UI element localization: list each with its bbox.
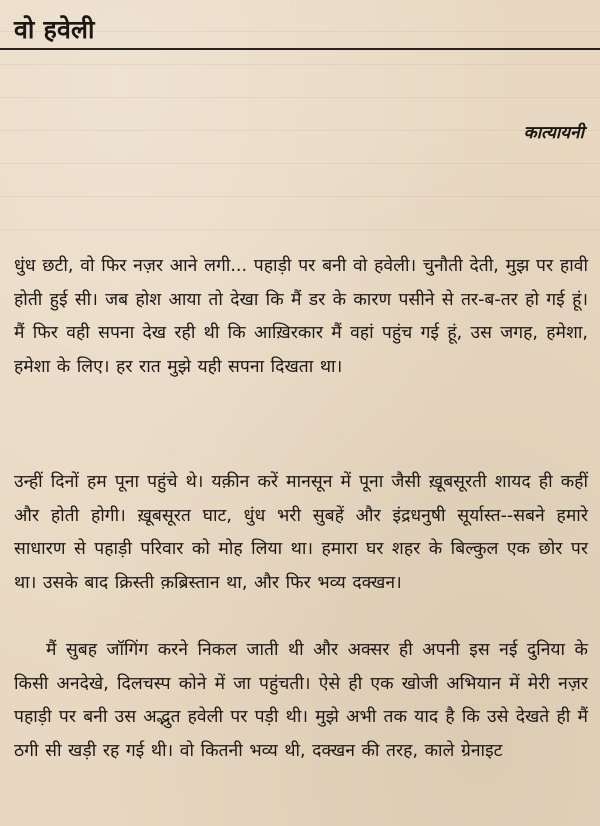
paragraph-3: मैं सुबह जॉगिंग करने निकल जाती थी और अक्सर ही अपनी इस नई दुनिया के किसी अनदेखे, दिलचस्प कोने में जा पहुंचती। ऐसे ही एक खोजी अभियान में मेरी नज़र पहाड़ी पर बनी उस अद्भुत हवेली पर पड़ी थी। मुझे अभी तक याद है कि उसे देखते ही मैं ठगी सी खड़ी रह गई थी। वो कितनी भव्य थी, दक्खन की तरह, काले ग्रेनाइट <box>14 640 588 761</box>
story-title: वो हवेली <box>14 15 95 44</box>
title-rule <box>0 48 600 50</box>
author-name: कात्यायनी <box>523 123 584 143</box>
paragraph-1: धुंध छटी, वो फिर नज़र आने लगी... पहाड़ी पर बनी वो हवेली। चुनौती देती, मुझ पर हावी होती हुई सी। जब होश आया तो देखा कि मैं डर के कारण पसीने से तर-ब-तर हो गई हूं। मैं फिर वही सपना देख रही थी कि आख़िरकार मैं वहां पहुंच गई हूं, उस जगह, हमेशा, हमेशा के लिए। हर रात मुझे यही सपना दिखता था। <box>14 256 588 377</box>
paragraph-2: उन्हीं दिनों हम पूना पहुंचे थे। यक़ीन करें मानसून में पूना जैसी ख़ूबसूरती शायद ही कहीं और होती होगी। ख़ूबसूरत घाट, धुंध भरी सुबहें और इंद्रधनुषी सूर्यास्त--सबने हमारे साधारण से पहाड़ी परिवार को मोह लिया था। हमारा घर शहर के बिल्कुल एक छोर पर था। उसके बाद क्रिस्ती क़ब्रिस्तान था, और फिर भव्य दक्खन। <box>14 472 588 593</box>
